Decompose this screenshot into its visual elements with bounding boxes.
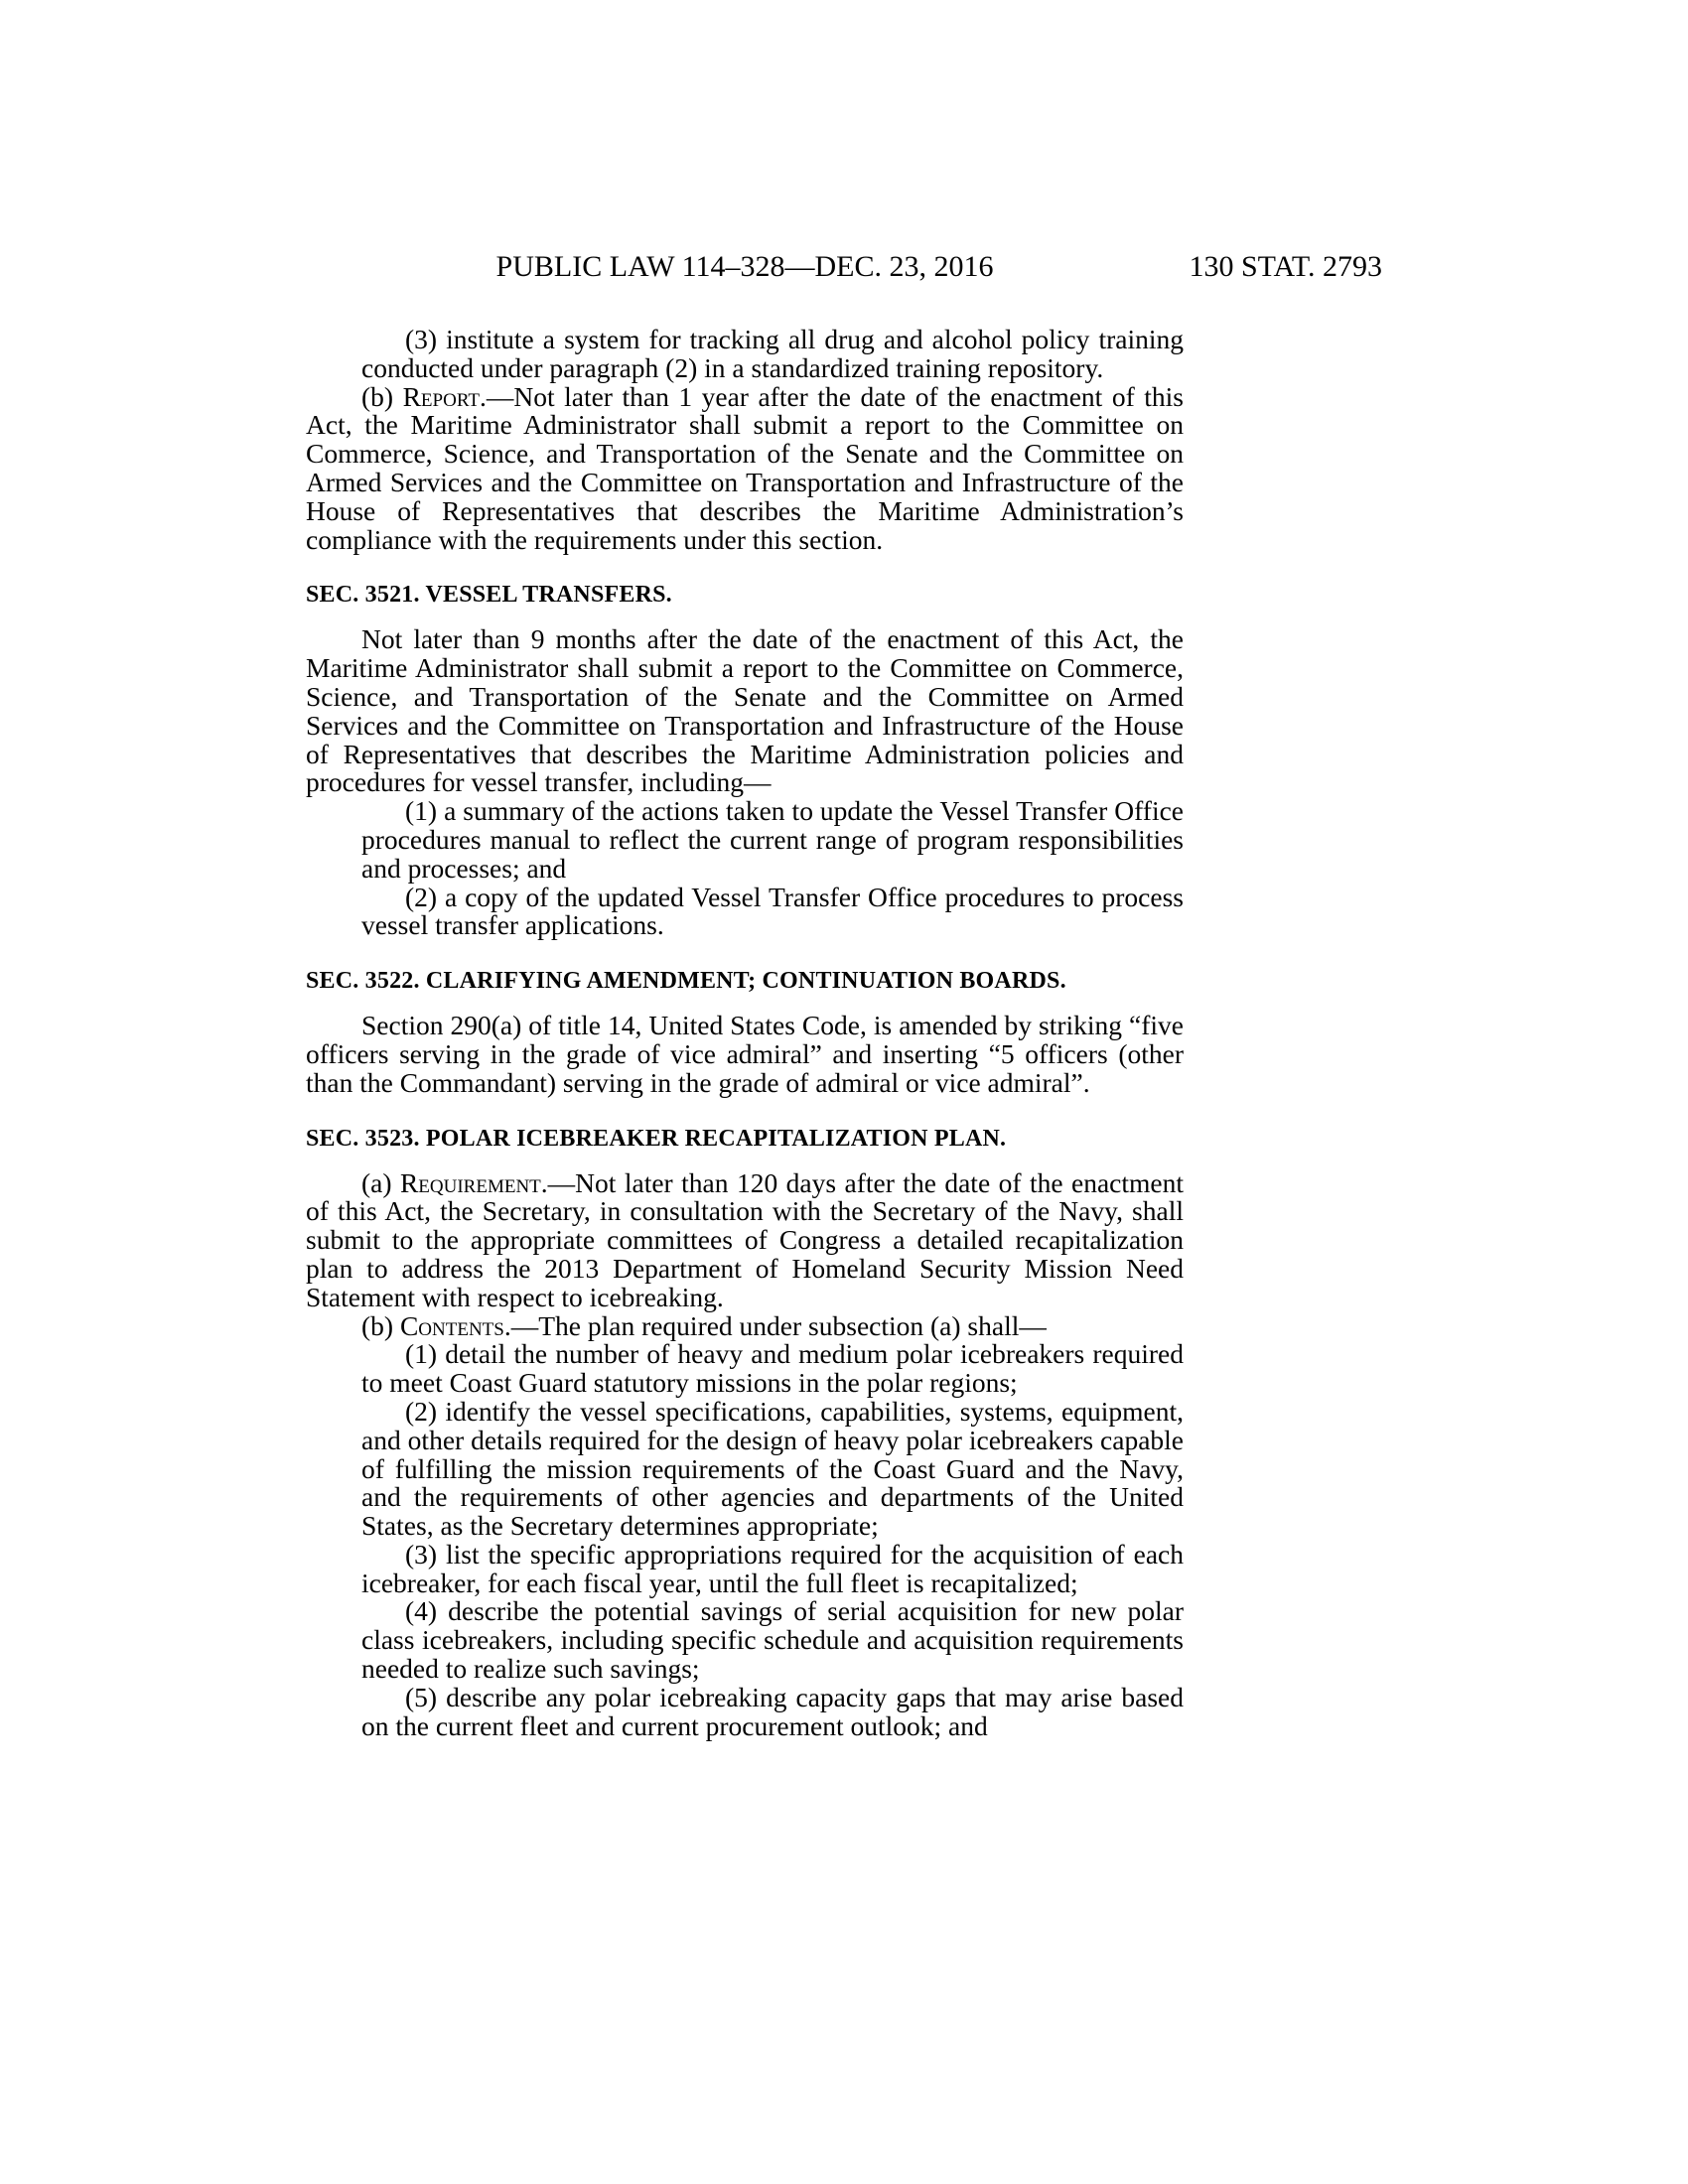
text-run: (2) a copy of the updated Vessel Transfer Office procedures to process vessel transfer applications.	[361, 881, 1184, 941]
list-item	[361, 881, 1184, 941]
text-run: SEC. 3521. VESSEL TRANSFERS.	[306, 582, 672, 609]
text-run: (2) identify the vessel specifications, capabilities, systems, equipment, and other details required for the design of heavy polar icebreakers capable of fulfilling the mission requirements of the Coast Guard and the Navy, and the requirements of other agencies and departments of the United States, as the Secretary determines appropriate;	[361, 1395, 1184, 1542]
small-caps-run: Contents	[399, 1309, 504, 1341]
text-run: (4) describe the potential savings of serial acquisition for new polar class icebreakers, including specific schedule and acquisition requirements needed to realize such savings;	[361, 1595, 1184, 1685]
list-item	[361, 1340, 1184, 1398]
list-item	[361, 1597, 1184, 1683]
text-run: (3) list the specific appropriations required for the acquisition of each icebreaker, for each fiscal year, until the full fleet is recapitalized;	[361, 1538, 1184, 1598]
text-run: .—Not later than 1 year after the date of the enactment of this Act, the Maritime Administrator shall submit a report to the Committee on Commerce, Science, and Transportation of the Senate and the Committee on Armed Services and the Committee on Transportation and Infrastructure of the House of Representatives that describes the Maritime Administration’s compliance with the requirements under this section.	[306, 380, 1184, 555]
list-item	[361, 326, 1184, 383]
text-run: SEC. 3523. POLAR ICEBREAKER RECAPITALIZATION PLAN.	[306, 1125, 1007, 1152]
text-run: (3) institute a system for tracking all drug and alcohol policy training conducted under paragraph (2) in a standardized training repository.	[361, 324, 1184, 383]
list-item	[361, 1538, 1184, 1598]
paragraph	[306, 625, 1184, 797]
text-run: .—Not later than 120 days after the date of the enactment of this Act, the Secretary, in consultation with the Secretary of the Navy, shall submit to the appropriate committees of Congress a detailed recapitalization plan to address the 2013 Department of Homeland Security Mission Need Statement with respect to icebreaking.	[306, 1166, 1184, 1312]
text-run: (b)	[361, 1309, 400, 1341]
paragraph	[306, 1166, 1184, 1312]
text-run: (5) describe any polar icebreaking capacity gaps that may arise based on the current fleet and current procurement outlook; and	[361, 1681, 1184, 1741]
page-number: 130 STAT. 2793	[1189, 250, 1382, 283]
paragraph	[306, 380, 1184, 555]
text-run: SEC. 3522. CLARIFYING AMENDMENT; CONTINUATION BOARDS.	[306, 968, 1066, 995]
list-item	[361, 1395, 1184, 1542]
text-run: Not later than 9 months after the date of the enactment of this Act, the Maritime Administrator shall submit a report to the Committee on Commerce, Science, and Transportation of the Senate and the Committee on Armed Services and the Committee on Transportation and Infrastructure of the House of Representatives that describes the Maritime Administration policies and procedures for vessel transfer, including—	[306, 623, 1184, 798]
paragraph	[306, 1012, 1184, 1097]
list-item	[361, 797, 1184, 883]
small-caps-run: Report	[402, 380, 480, 412]
document-body	[306, 300, 1184, 1740]
paragraph	[306, 1309, 1184, 1341]
text-run: (b)	[361, 380, 403, 412]
text-run: (1) a summary of the actions taken to update the Vessel Transfer Office procedures manual to reflect the current range of program responsibilities and processes; and	[361, 795, 1184, 884]
section-heading	[306, 966, 1184, 996]
text-run: .—The plan required under subsection (a) shall—	[503, 1309, 1047, 1341]
section-heading	[306, 1124, 1184, 1154]
text-run: Section 290(a) of title 14, United States Code, is amended by striking “five officers serving in the grade of vice admiral” and inserting “5 officers (other than the Commandant) serving in the grade of admiral or vice admiral”.	[306, 1010, 1184, 1098]
small-caps-run: Requirement	[399, 1166, 541, 1198]
text-run: (a)	[361, 1166, 400, 1198]
section-heading	[306, 580, 1184, 610]
text-run: (1) detail the number of heavy and medium polar icebreakers required to meet Coast Guard statutory missions in the polar regions;	[361, 1338, 1184, 1399]
list-item	[361, 1681, 1184, 1741]
running-head	[306, 250, 1382, 290]
page-header-title: PUBLIC LAW 114–328—DEC. 23, 2016	[495, 250, 994, 283]
